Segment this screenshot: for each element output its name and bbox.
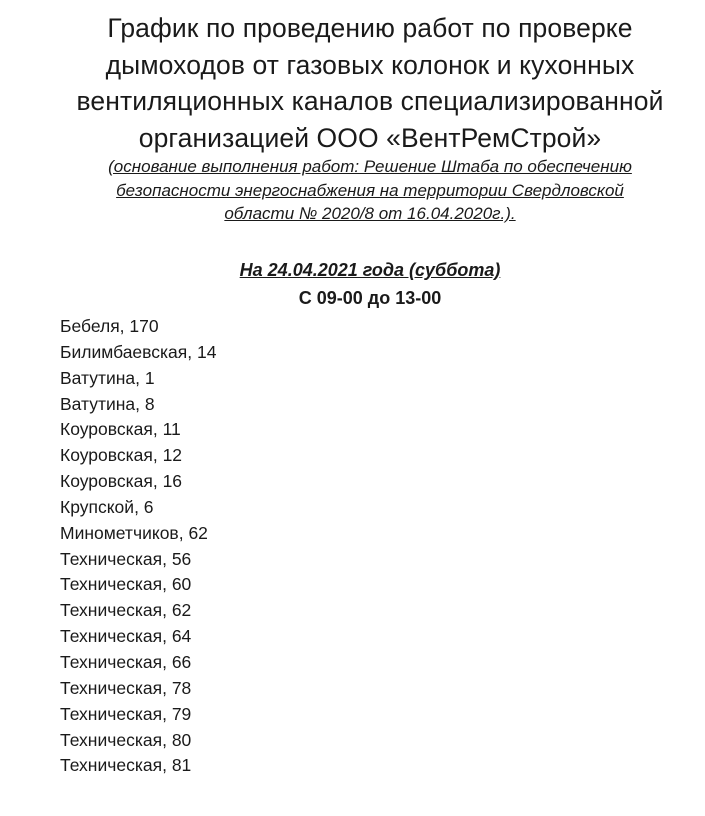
address-item: Коуровская, 12 [60, 445, 183, 466]
work-basis-note [30, 155, 705, 226]
address-item: Техническая, 64 [60, 626, 192, 647]
basis-line: безопасности энергоснабжения на территории Свердловской [116, 180, 624, 200]
address-item: Техническая, 56 [60, 548, 192, 569]
schedule-date: На 24.04.2021 года (суббота) [239, 260, 501, 280]
document-title [30, 10, 705, 156]
address-item: Ватутина, 8 [60, 393, 155, 414]
address-list [60, 314, 216, 779]
address-item: Техническая, 81 [60, 755, 192, 776]
title-line: вентиляционных каналов специализированной [76, 86, 664, 116]
basis-line: (основание выполнения работ: Решение Штаба по обеспечению [108, 157, 632, 176]
address-item: Техническая, 80 [60, 729, 192, 750]
schedule-time: С 09-00 до 13-00 [298, 288, 442, 308]
address-item: Ватутина, 1 [60, 367, 155, 388]
title-line: График по проведению работ по проверке [107, 13, 633, 43]
address-item: Коуровская, 16 [60, 471, 183, 492]
address-item: Коуровская, 11 [60, 419, 181, 440]
basis-line: области № 2020/8 от 16.04.2020г.). [224, 204, 516, 223]
address-item: Техническая, 66 [60, 651, 192, 672]
address-item: Крупской, 6 [60, 496, 154, 517]
address-item: Билимбаевская, 14 [60, 341, 217, 362]
title-line: организацией ООО «ВентРемСтрой» [138, 122, 602, 153]
address-item: Техническая, 78 [60, 677, 192, 698]
address-item: Техническая, 60 [60, 574, 192, 595]
address-item: Минометчиков, 62 [60, 522, 208, 543]
address-item: Бебеля, 170 [60, 316, 159, 336]
title-line: дымоходов от газовых колонок и кухонных [105, 49, 635, 80]
address-item: Техническая, 62 [60, 600, 192, 621]
address-item: Техническая, 79 [60, 703, 192, 724]
